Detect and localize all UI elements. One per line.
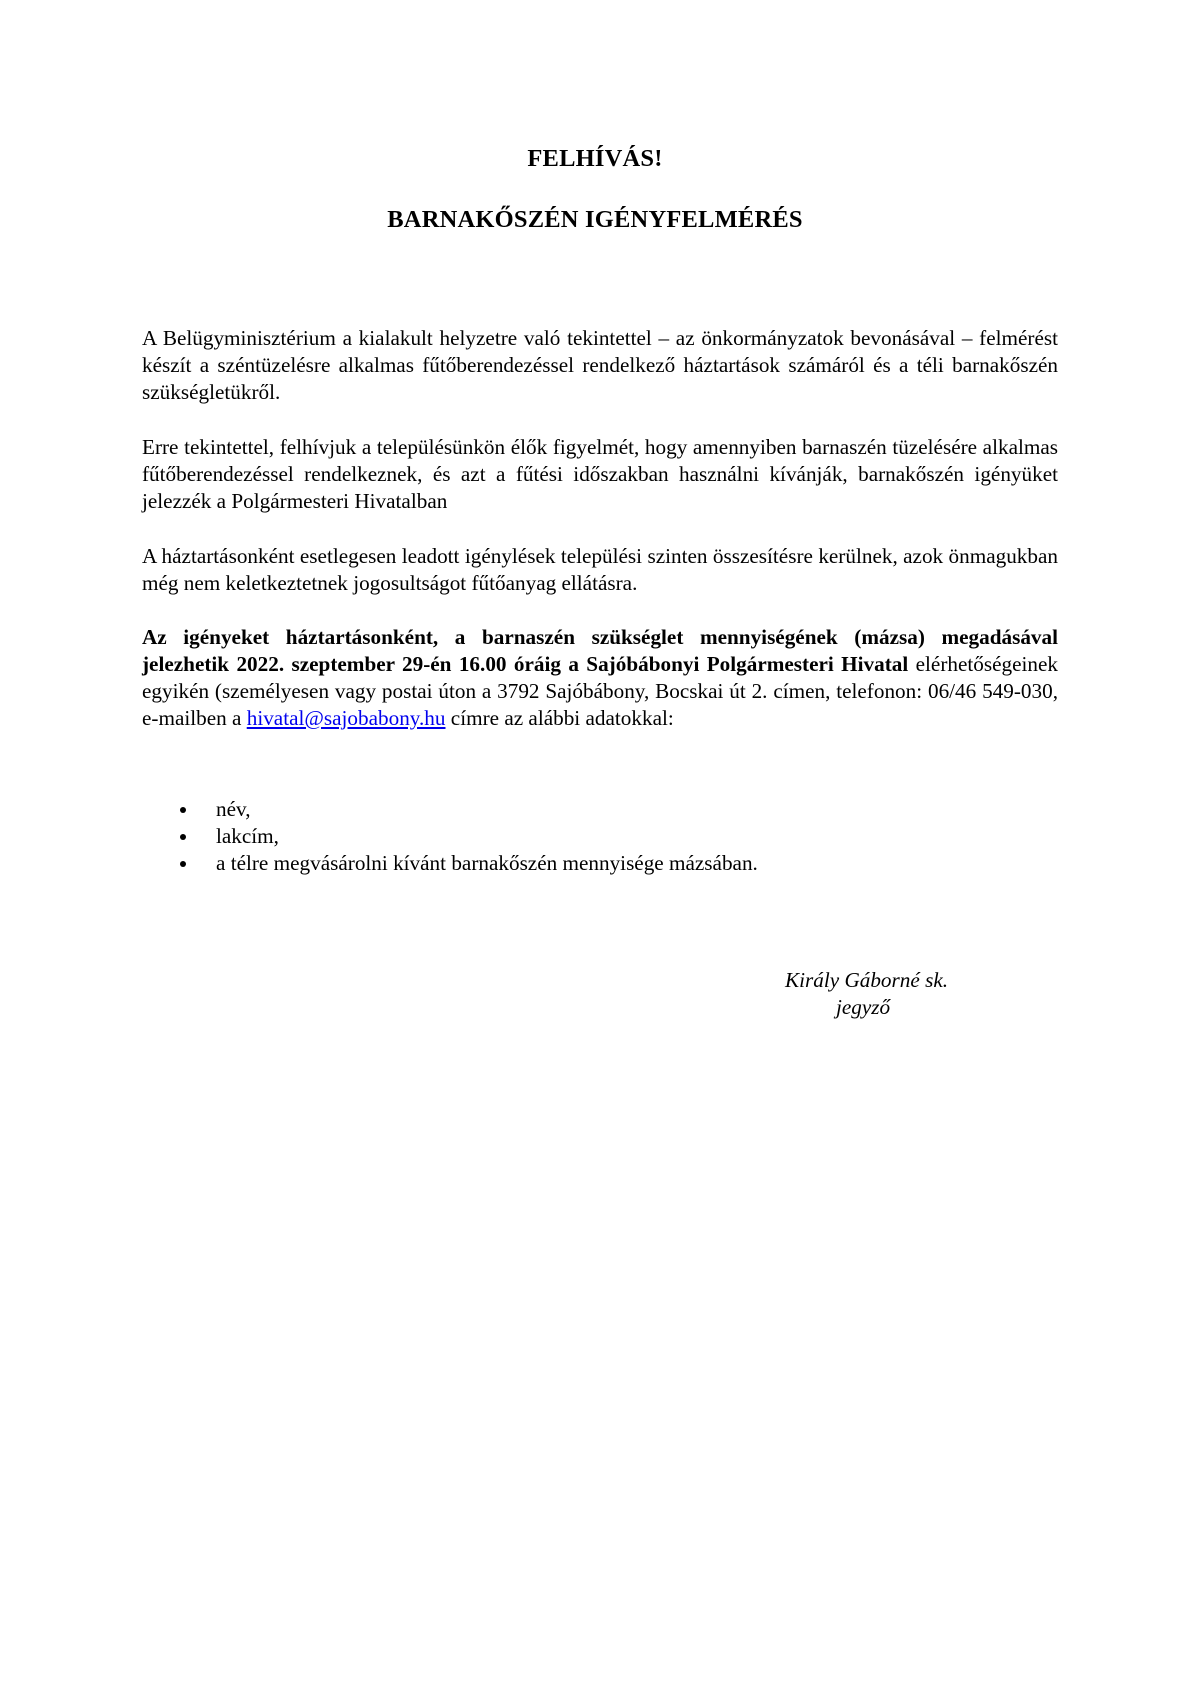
paragraph-submission-instructions <box>142 624 1058 732</box>
submission-contact-text: elérhetőségeinek egyikén (személyesen vagy postai úton a 3792 Sajóbábony, Bocskai út 2. címen, telefonon: 06/46 549-030, e-mailben a <box>142 652 1058 730</box>
paragraph-call-to-action: Erre tekintettel, felhívjuk a településünkön élők figyelmét, hogy amennyiben barnaszén tüzelésére alkalmas fűtőberendezéssel rendelkeznek, és azt a fűtési időszakban használni kívánják, barnakőszén igényüket jelezzék a Polgármesteri Hivatalban <box>142 435 1058 513</box>
paragraph-intro: A Belügyminisztérium a kialakult helyzetre való tekintettel – az önkormányzatok bevonásával – felmérést készít a széntüzelésre alkalmas fűtőberendezéssel rendelkező háztartások számáról és a téli barnakőszén szükségletükről. <box>142 326 1058 404</box>
list-item <box>142 796 758 823</box>
bullet-icon <box>180 861 186 867</box>
required-data-list <box>142 796 758 877</box>
paragraph-disclaimer: A háztartásonként esetlegesen leadott igénylések települési szinten összesítésre kerülnek, azok önmagukban még nem keletkeztetnek jogosultságot fűtőanyag ellátásra. <box>142 544 1058 595</box>
document-title: FELHÍVÁS! <box>527 145 663 172</box>
bullet-icon <box>180 834 186 840</box>
list-item <box>142 850 758 877</box>
list-item-text: a télre megvásárolni kívánt barnakőszén mennyisége mázsában. <box>216 851 758 875</box>
list-item-text: név, <box>216 797 251 821</box>
signature-name: Király Gáborné sk. <box>785 968 949 992</box>
list-item <box>142 823 758 850</box>
submission-deadline-bold: Az igényeket háztartásonként, a barnaszén szükséglet mennyiségének (mázsa) megadásával jelezhetik 2022. szeptember 29-én 16.00 óráig a Sajóbábonyi Polgármesteri Hivatal <box>142 625 1058 676</box>
document-subtitle: BARNAKŐSZÉN IGÉNYFELMÉRÉS <box>387 206 803 233</box>
bullet-icon <box>180 807 186 813</box>
list-item-text: lakcím, <box>216 824 279 848</box>
signature-role: jegyző <box>836 995 891 1019</box>
email-link[interactable]: hivatal@sajobabony.hu <box>246 706 446 730</box>
submission-after-email-text: címre az alábbi adatokkal: <box>445 706 674 730</box>
